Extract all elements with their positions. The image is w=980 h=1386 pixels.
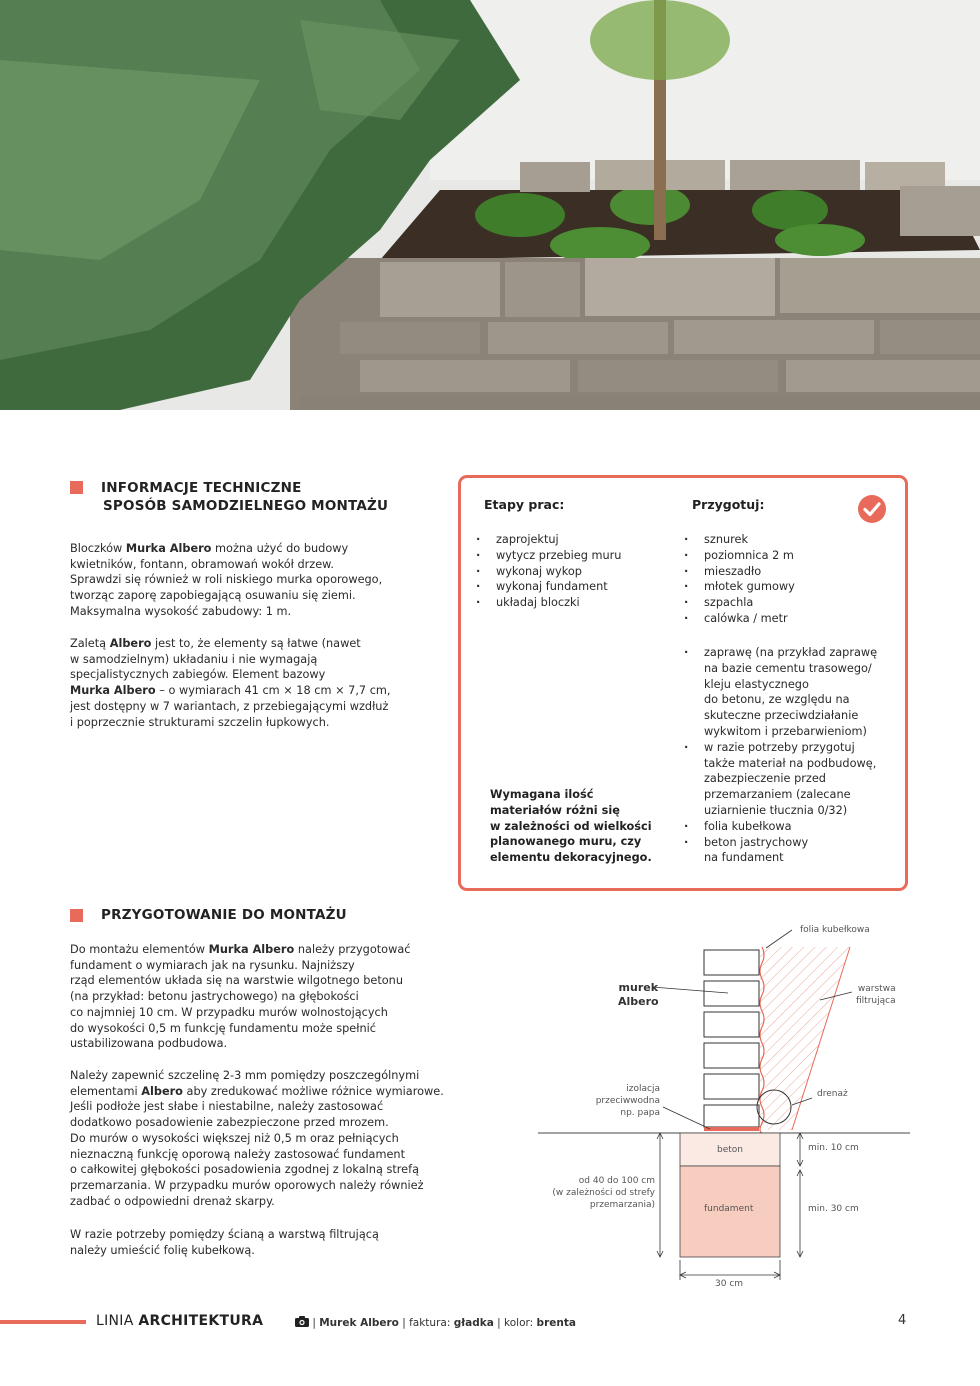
bold-term: Albero — [109, 637, 152, 650]
label-min-30: min. 30 cm — [808, 1204, 859, 1214]
label-wall-line2: Albero — [618, 995, 659, 1008]
section-marker — [70, 481, 83, 494]
stages-list — [474, 532, 654, 611]
label-depth — [530, 1175, 655, 1211]
list-item: · szpachla — [682, 595, 882, 611]
label-min-10: min. 10 cm — [808, 1143, 859, 1153]
foundation-paragraph — [70, 942, 470, 1052]
list-item: · wykonaj wykop — [474, 564, 654, 580]
text-line: Maksymalna wysokość zabudowy: 1 m. — [70, 604, 292, 618]
brand-bold: ARCHITEKTURA — [138, 1313, 264, 1329]
text-line: i poprzecznie strukturami szczelin łupkowych. — [70, 715, 330, 729]
title-line-2: SPOSÓB SAMODZIELNEGO MONTAŻU — [103, 498, 389, 514]
list-item-line: do betonu, ze względu na — [704, 693, 850, 707]
list-item-line: na bazie cementu trasowego/ — [704, 661, 872, 675]
text-line: Murka Albero – o wymiarach 41 cm × 18 cm × 7,7 cm, — [70, 684, 391, 698]
list-item-line: · beton jastrychowy — [704, 835, 809, 849]
text-line: (na przykład: betonu jastrychowego) na głębokości — [70, 990, 359, 1004]
label-wall — [618, 981, 659, 1009]
text-line: w samodzielnym) układaniu i nie wymagają — [70, 652, 318, 666]
label-filter-line2: filtrująca — [856, 996, 896, 1006]
text-line: dodatkowo posadowienie zabezpieczone przed mrozem. — [70, 1116, 389, 1130]
label-filter-layer — [856, 983, 896, 1007]
page-number: 4 — [898, 1313, 907, 1328]
text-line: W razie potrzeby pomiędzy ścianą a warstwą filtrującą — [70, 1228, 379, 1241]
brand-light: LINIA — [96, 1313, 139, 1329]
materials-note — [490, 787, 680, 866]
list-item-line: także materiał na podbudowę, — [704, 756, 877, 770]
list-item: · sznurek — [682, 532, 882, 548]
text-line: od 40 do 100 cm — [578, 1176, 655, 1186]
label-concrete: beton — [717, 1145, 743, 1155]
text-line: elementami Albero aby zredukować możliwe różnice wymiarowe. — [70, 1084, 444, 1098]
list-item-line: · zaprawę (na przykład zaprawę — [704, 646, 878, 659]
section-title-info — [101, 479, 388, 515]
list-item — [682, 645, 892, 740]
text-line: rząd elementów układa się na warstwie wilgotnego betonu — [70, 974, 403, 988]
wall-block — [704, 1012, 759, 1037]
list-item — [682, 740, 892, 819]
label-insulation — [560, 1083, 660, 1119]
text-line: zadbać o odpowiedni drenaż skarpy. — [70, 1194, 275, 1208]
prepare-heading: Przygotuj: — [692, 497, 765, 512]
text-line: do wysokości 0,5 m funkcję fundamentu może spełnić — [70, 1021, 376, 1035]
list-item: · poziomnica 2 m — [682, 548, 882, 564]
wall-block — [704, 1043, 759, 1068]
label-drain: drenaż — [817, 1089, 848, 1099]
text-line: Do montażu elementów Murka Albero należy przygotować — [70, 943, 411, 956]
text-line: nieznaczną funkcję oporową należy zastosować fundament — [70, 1147, 406, 1161]
label-filter-line1: warstwa — [857, 984, 896, 994]
caption-kolor-value: brenta — [536, 1317, 576, 1329]
list-item-line: na fundament — [704, 851, 784, 865]
text-line: Do murów o wysokości większej niż 0,5 m oraz pełniących — [70, 1131, 399, 1145]
text-line: izolacja — [626, 1084, 660, 1094]
text-line: Zaletą Albero jest to, że elementy są łatwe (nawet — [70, 637, 361, 650]
text-line: tworząc zaporę zapobiegającą osuwaniu się ziemi. — [70, 589, 356, 603]
text-line: planowanego muru, czy — [490, 835, 642, 849]
brand-name — [96, 1313, 263, 1329]
text-line: Należy zapewnić szczelinę 2-3 mm pomiędzy poszczególnymi — [70, 1069, 420, 1082]
list-item-line: zabezpieczenie przed — [704, 772, 826, 786]
filter-layer — [760, 947, 850, 1130]
list-item: · wykonaj fundament — [474, 579, 654, 595]
text-line: przemarzania. W przypadku murów oporowych należy również — [70, 1178, 424, 1192]
caption-kolor-label: kolor: — [504, 1317, 534, 1329]
text-line: przemarzania) — [589, 1200, 655, 1210]
prepare-list-materials — [682, 645, 892, 866]
bold-term: Murka Albero — [70, 684, 156, 698]
bold-term: Murka Albero — [208, 943, 295, 956]
text-line: (w zależności od strefy — [552, 1188, 655, 1198]
text-line: Bloczków Murka Albero można użyć do budowy — [70, 542, 349, 555]
check-icon — [857, 494, 887, 524]
list-item-line: przemarzaniem (zalecane — [704, 788, 851, 802]
bold-term: Albero — [141, 1084, 183, 1098]
list-item: · wytycz przebieg muru — [474, 548, 654, 564]
list-item-line: uziarnienie tłucznia 0/32) — [704, 803, 848, 817]
list-item: · mieszadło — [682, 564, 882, 580]
prepare-list-tools — [682, 532, 882, 627]
list-item-line: · w razie potrzeby przygotuj — [704, 740, 855, 754]
label-bucket-foil: folia kubełkowa — [800, 925, 870, 935]
stages-heading: Etapy prac: — [484, 497, 565, 512]
text-line: materiałów różni się — [490, 803, 620, 817]
text-line: Jeśli podłoże jest słabe i niestabilne, należy zastosować — [70, 1100, 384, 1114]
label-wall-line1: murek — [618, 981, 659, 994]
list-item — [682, 819, 892, 835]
list-item: · układaj bloczki — [474, 595, 654, 611]
caption-product: Murek Albero — [319, 1317, 399, 1329]
caption-faktura-value: gładka — [453, 1317, 494, 1329]
advantages-paragraph — [70, 636, 420, 730]
section-marker-2 — [70, 909, 83, 922]
wall-block — [704, 1105, 759, 1127]
text-line: fundament o wymiarach jak na rysunku. Najniższy — [70, 958, 355, 972]
gap-paragraph — [70, 1068, 470, 1209]
list-item-line: · folia kubełkowa — [704, 819, 792, 833]
wall-block — [704, 981, 759, 1006]
bold-term: Murka Albero — [125, 542, 212, 555]
text-line: co najmniej 10 cm. W przypadku murów wolnostojących — [70, 1005, 388, 1019]
label-foundation: fundament — [704, 1204, 754, 1214]
text-line: specjalistycznych zabiegów. Element bazowy — [70, 668, 326, 682]
section-title-preparation: PRZYGOTOWANIE DO MONTAŻU — [101, 907, 347, 923]
text-line: w zależności od wielkości — [490, 819, 652, 833]
header-photo — [0, 0, 980, 410]
text-line: przeciwwodna — [595, 1096, 660, 1106]
camera-icon — [295, 1316, 309, 1327]
garden-photo-illustration — [0, 0, 980, 410]
list-item: · młotek gumowy — [682, 579, 882, 595]
text-line: kwietników, fontann, obramowań wokół drzew. — [70, 557, 334, 571]
text-line: jest dostępny w 7 wariantach, z przebiegającymi wzdłuż — [70, 699, 389, 713]
caption-faktura-label: faktura: — [409, 1317, 451, 1329]
text-line: np. papa — [620, 1108, 660, 1118]
list-item-line: wykwitom i przebarwieniom) — [704, 724, 867, 738]
text-line: Sprawdzi się również w roli niskiego murka oporowego, — [70, 573, 383, 587]
wall-block — [704, 1074, 759, 1099]
text-line: ustabilizowana podbudowa. — [70, 1037, 228, 1051]
photo-caption: | Murek Albero | faktura: gładka | kolor: brenta — [295, 1316, 576, 1329]
list-item: · zaprojektuj — [474, 532, 654, 548]
label-width: 30 cm — [715, 1279, 744, 1289]
wall-block — [704, 950, 759, 975]
list-item: · calówka / metr — [682, 611, 882, 627]
intro-paragraph — [70, 541, 420, 620]
footer-accent-line — [0, 1320, 86, 1324]
list-item — [682, 835, 892, 867]
foil-paragraph — [70, 1227, 470, 1258]
text-line: Wymagana ilość — [490, 788, 594, 801]
list-item-line: skuteczne przeciwdziałanie — [704, 709, 859, 723]
insulation-strip — [704, 1127, 759, 1131]
text-line: elementu dekoracyjnego. — [490, 851, 652, 865]
text-line: o całkowitej głębokości posadowienia zgodnej z lokalną strefą — [70, 1163, 420, 1177]
list-item-line: kleju elastycznego — [704, 677, 809, 691]
title-line-1: INFORMACJE TECHNICZNE — [101, 480, 302, 496]
text-line: należy umieścić folię kubełkową. — [70, 1243, 255, 1257]
